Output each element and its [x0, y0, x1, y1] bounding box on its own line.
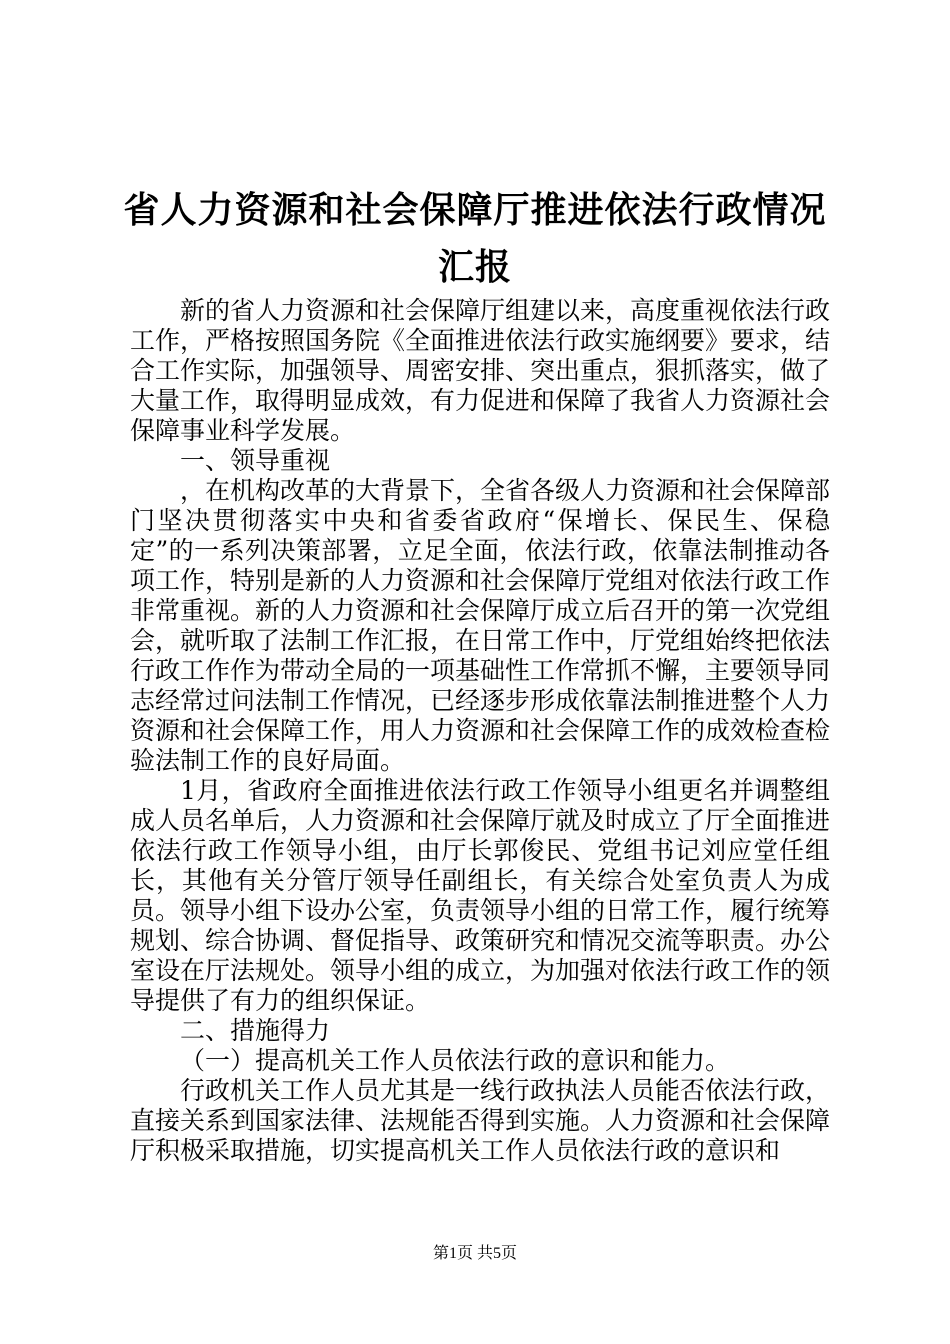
document-title: 省人力资源和社会保障厅推进依法行政情况汇报 — [123, 190, 827, 288]
paragraph-leadership: ，在机构改革的大背景下，全省各级人力资源和社会保障部门坚决贯彻落实中央和省委省政府“保增长、保民生、保稳定”的一系列决策部署，立足全面，依法行政，依靠法制推动各项工作，特别是新的人力资源和社会保障厅党组对依法行政工作非常重视。新的人力资源和社会保障厅成立后召开的第一次党组会，就听取了法制工作汇报，在日常工作中，厅党组始终把依法行政工作作为带动全局的一项基础性工作常抓不懈，主要领导同志经常过问法制工作情况，已经逐步形成依靠法制推进整个人力资源和社会保障工作，用人力资源和社会保障工作的成效检查检验法制工作的良好局面。 — [130, 476, 831, 775]
section-heading-2: 二、措施得力 — [180, 1016, 331, 1045]
page-footer: 第1页 共5页 — [432, 1245, 517, 1262]
paragraph-working-group: 1月，省政府全面推进依法行政工作领导小组更名并调整组成人员名单后，人力资源和社会保障厅就及时成立了厅全面推进依法行政工作领导小组，由厅长郭俊民、党组书记刘应堂任组长，其他有关分管厅领导任副组长，有关综合处室负责人为成员。领导小组下设办公室，负责领导小组的日常工作，履行统筹规划、综合协调、督促指导、政策研究和情况交流等职责。办公室设在厅法规处。领导小组的成立，为加强对依法行政工作的领导提供了有力的组织保证。 — [130, 776, 831, 1015]
document-body — [130, 296, 830, 1166]
paragraph-staff-ability: 行政机关工作人员尤其是一线行政执法人员能否依法行政，直接关系到国家法律、法规能否得到实施。人力资源和社会保障厅积极采取措施，切实提高机关工作人员依法行政的意识和 — [130, 1076, 831, 1165]
paragraph-intro: 新的省人力资源和社会保障厅组建以来，高度重视依法行政工作，严格按照国务院《全面推进依法行政实施纲要》要求，结合工作实际，加强领导、周密安排、突出重点，狠抓落实，做了大量工作，取得明显成效，有力促进和保障了我省人力资源社会保障事业科学发展。 — [130, 296, 831, 445]
section-heading-1: 一、领导重视 — [180, 446, 331, 475]
subsection-heading-1: （一）提高机关工作人员依法行政的意识和能力。 — [180, 1046, 731, 1075]
